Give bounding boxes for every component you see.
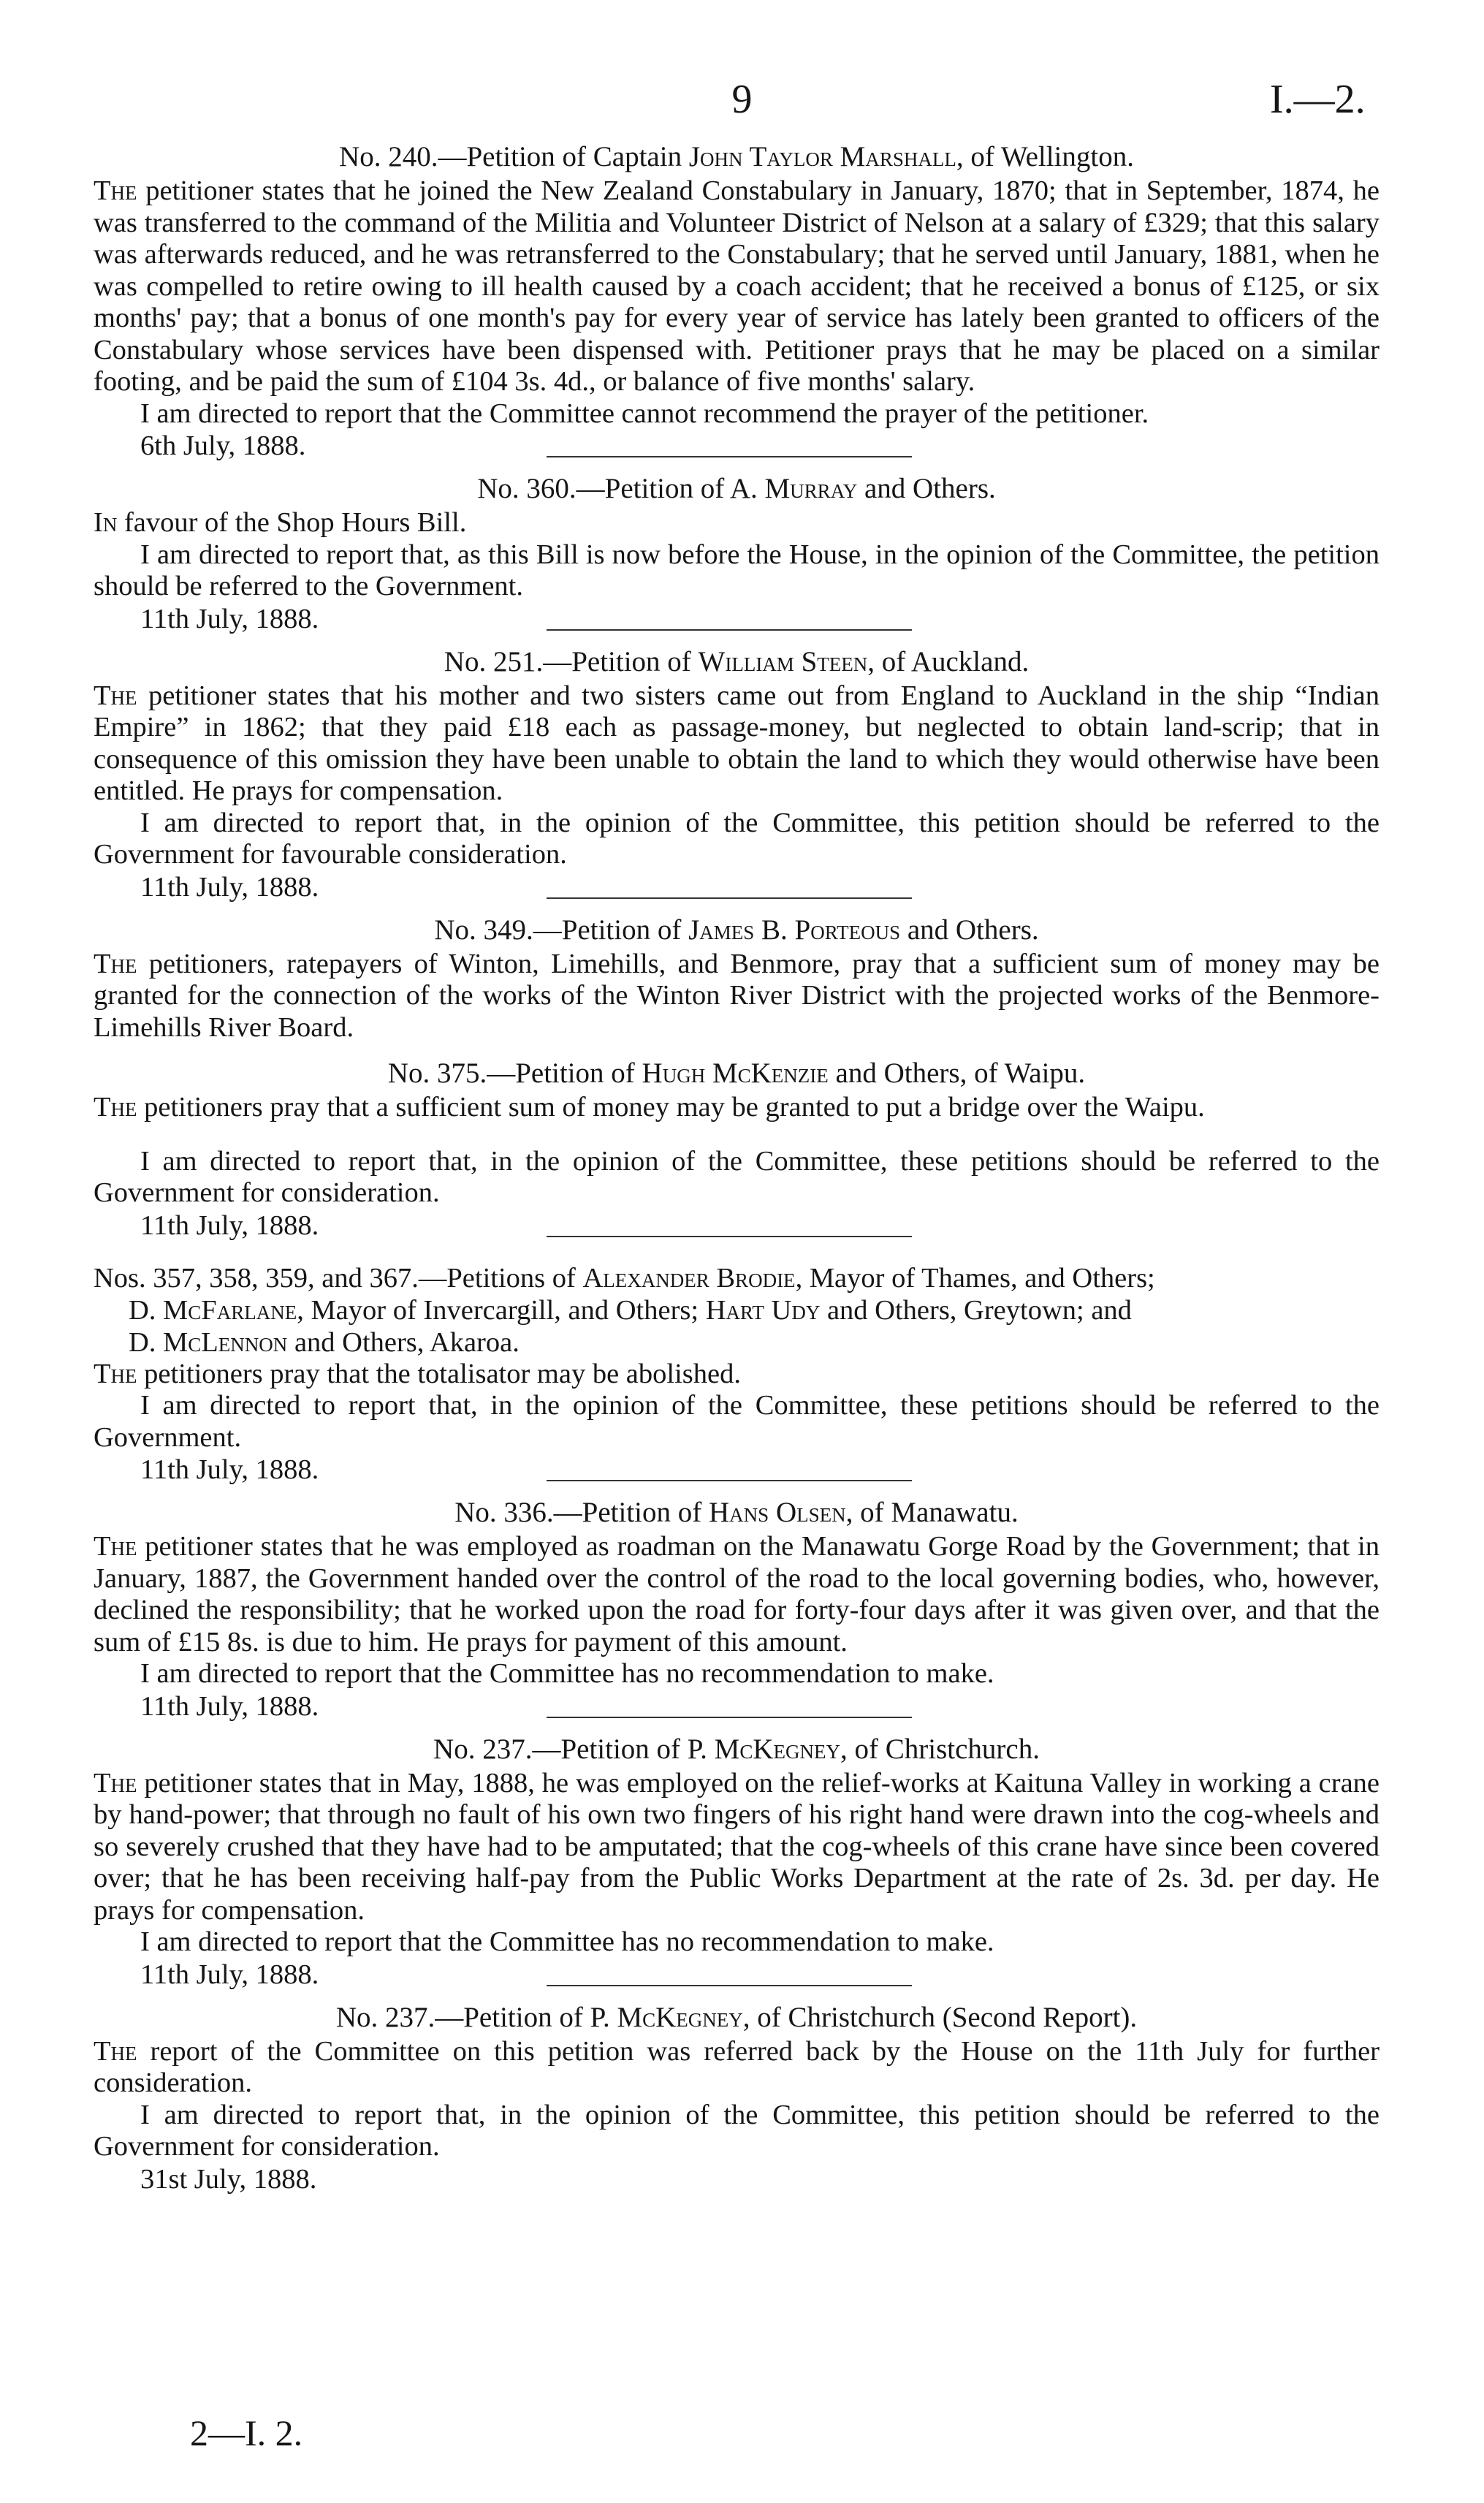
report-date: 11th July, 1888.: [140, 1690, 319, 1722]
committee-report: I am directed to report that, in the opinion of the Committee, these petitions should be referred to the Government for consideration.: [94, 1145, 1380, 1208]
report-date: 31st July, 1888.: [140, 2163, 317, 2195]
petition-statement: The petitioner states that he was employed as roadman on the Manawatu Gorge Road by the Government; that in January, 1887, the Government handed over the control of the road to the local governing bodies, who, however, declined the responsibility; that he worked upon the road for forty-four days after it was given over, and that the sum of £15 8s. is due to him. He prays for payment of this amount.: [94, 1531, 1380, 1657]
section-divider: [547, 897, 912, 899]
petitions-body: [94, 139, 1380, 2195]
report-date: 6th July, 1888.: [140, 430, 306, 461]
petition-title: No. 360.—Petition of A. Murray and Others.: [477, 473, 996, 504]
petitions-357-358-359-367: [94, 1250, 1380, 1485]
committee-report: I am directed to report that, as this Bill is now before the House, in the opinion of the Committee, the petition should be referred to the Government.: [94, 539, 1380, 601]
committee-report: I am directed to report that, in the opinion of the Committee, these petitions should be referred to the Government.: [94, 1390, 1380, 1453]
petition-statement: The petitioner states that in May, 1888, he was employed on the relief-works at Kaituna Valley in working a crane by hand-power; that through no fault of his own two fingers of his right hand were drawn into the cog-wheels and so severely crushed that they have had to be amputated; that the cog-wheels of this crane have since been covered over; that he has been receiving half-pay from the Public Works Department at the rate of 2s. 3d. per day. He prays for compensation.: [94, 1767, 1380, 1926]
section-divider: [547, 456, 912, 457]
petition-title: No. 251.—Petition of William Steen, of Auckland.: [444, 645, 1030, 677]
document-reference: I.—2.: [1270, 77, 1366, 122]
report-date: 11th July, 1888.: [140, 603, 319, 634]
section-divider: [547, 1480, 912, 1481]
page-number: 9: [731, 77, 753, 122]
committee-report: I am directed to report that, in the opinion of the Committee, this petition should be referred to the Government for favourable consideration.: [94, 807, 1380, 870]
section-divider: [547, 1717, 912, 1718]
petition-title: No. 336.—Petition of Hans Olsen, of Manawatu.: [454, 1497, 1019, 1528]
committee-report: I am directed to report that the Committee has no recommendation to make.: [140, 1658, 994, 1689]
petition-251: [94, 644, 1380, 903]
committee-report: I am directed to report that, in the opinion of the Committee, this petition should be referred to the Government for consideration.: [94, 2099, 1380, 2162]
report-date: 11th July, 1888.: [140, 871, 319, 903]
petition-237-second-report: [94, 1999, 1380, 2195]
petition-statement: The petitioners pray that a sufficient sum of money may be granted to put a bridge over the Waipu.: [94, 1092, 1205, 1123]
petition-statement: The petitioner states that he joined the New Zealand Constabulary in January, 1870; that in September, 1874, he was transferred to the command of the Militia and Volunteer District of Nelson at a salary of £329; that this salary was afterwards reduced, and he was retransferred to the Constabulary; that he served until January, 1881, when he was compelled to retire owing to ill health caused by a coach accident; that he received a bonus of £125, or six months' pay; that a bonus of one month's pay for every year of service has lately been granted to officers of the Constabulary whose services have been dispensed with. Petitioner prays that he may be placed on a similar footing, and be paid the sum of £104 3s. 4d., or balance of five months' salary.: [94, 175, 1380, 397]
petition-title: No. 240.—Petition of Captain John Taylor Marshall, of Wellington.: [339, 141, 1134, 172]
committee-report: I am directed to report that the Committee cannot recommend the prayer of the petitioner.: [140, 398, 1149, 429]
petition-title: No. 237.—Petition of P. McKegney, of Christchurch.: [433, 1733, 1040, 1765]
petition-title: Nos. 357, 358, 359, and 367.—Petitions of Alexander Brodie, Mayor of Thames, and Others; D. McFarlane, Mayor of Invercargill, and Others; Hart Udy and Others, Greytown; and D. McLennon and Others, Akaroa.: [94, 1262, 1155, 1358]
report-date: 11th July, 1888.: [140, 1209, 319, 1241]
section-divider: [547, 1985, 912, 1986]
petition-statement: The petitioners, ratepayers of Winton, Limehills, and Benmore, pray that a sufficient sum of money may be granted for the connection of the works of the Winton River District with the projected works of the Benmore-Limehills River Board.: [94, 948, 1380, 1043]
section-divider: [547, 1236, 912, 1237]
petition-349: [94, 912, 1380, 1056]
petition-360: [94, 471, 1380, 634]
petition-237: [94, 1731, 1380, 1990]
petition-title: No. 349.—Petition of James B. Porteous and Others.: [434, 914, 1039, 946]
signature-mark: 2—I. 2.: [190, 2412, 303, 2453]
petition-title: No. 237.—Petition of P. McKegney, of Christchurch (Second Report).: [335, 2001, 1138, 2033]
petition-statement: The report of the Committee on this petition was referred back by the House on the 11th July for further consideration.: [94, 2035, 1380, 2098]
petition-statement: The petitioner states that his mother and two sisters came out from England to Auckland in the ship “Indian Empire” in 1862; that they paid £18 each as passage-money, but neglected to obtain land-scrip; that in consequence of this omission they have been unable to obtain the land to which they would otherwise have been entitled. He prays for compensation.: [94, 680, 1380, 806]
section-divider: [547, 629, 912, 631]
report-date: 11th July, 1888.: [140, 1454, 319, 1485]
petition-statement: In favour of the Shop Hours Bill.: [94, 507, 467, 538]
petition-336: [94, 1494, 1380, 1722]
petition-375: [94, 1055, 1380, 1241]
petition-240: [94, 139, 1380, 461]
committee-report: I am directed to report that the Committee has no recommendation to make.: [140, 1926, 994, 1957]
petition-title: No. 375.—Petition of Hugh McKenzie and Others, of Waipu.: [387, 1057, 1086, 1089]
report-date: 11th July, 1888.: [140, 1959, 319, 1990]
petition-statement: The petitioners pray that the totalisator may be abolished.: [94, 1358, 741, 1389]
